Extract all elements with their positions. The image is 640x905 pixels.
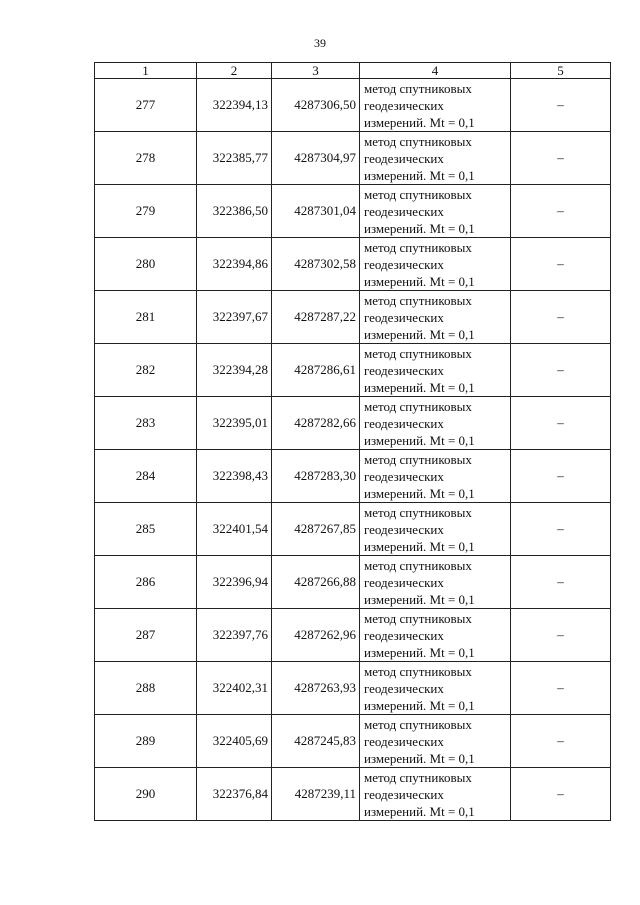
note-cell: – bbox=[511, 450, 611, 503]
y-coordinate-cell: 4287302,58 bbox=[272, 238, 360, 291]
table-row bbox=[95, 344, 611, 397]
y-coordinate-cell: 4287282,66 bbox=[272, 397, 360, 450]
column-header-5: 5 bbox=[511, 63, 611, 79]
table-row bbox=[95, 397, 611, 450]
method-cell: метод спутниковых геодезических измерений. Mt = 0,1 bbox=[360, 79, 511, 132]
page-number: 39 bbox=[314, 36, 326, 50]
table-header-row bbox=[95, 63, 611, 79]
table-row bbox=[95, 291, 611, 344]
table-row bbox=[95, 662, 611, 715]
y-coordinate-cell: 4287287,22 bbox=[272, 291, 360, 344]
point-number-cell: 288 bbox=[95, 662, 197, 715]
y-coordinate-cell: 4287245,83 bbox=[272, 715, 360, 768]
y-coordinate-cell: 4287306,50 bbox=[272, 79, 360, 132]
x-coordinate-cell: 322394,86 bbox=[197, 238, 272, 291]
x-coordinate-cell: 322376,84 bbox=[197, 768, 272, 821]
note-cell: – bbox=[511, 185, 611, 238]
note-cell: – bbox=[511, 556, 611, 609]
point-number-cell: 283 bbox=[95, 397, 197, 450]
y-coordinate-cell: 4287304,97 bbox=[272, 132, 360, 185]
method-cell: метод спутниковых геодезических измерений. Mt = 0,1 bbox=[360, 185, 511, 238]
table-row bbox=[95, 609, 611, 662]
x-coordinate-cell: 322401,54 bbox=[197, 503, 272, 556]
note-cell: – bbox=[511, 79, 611, 132]
method-cell: метод спутниковых геодезических измерений. Mt = 0,1 bbox=[360, 609, 511, 662]
method-cell: метод спутниковых геодезических измерений. Mt = 0,1 bbox=[360, 397, 511, 450]
note-cell: – bbox=[511, 397, 611, 450]
coordinates-table bbox=[94, 62, 611, 821]
x-coordinate-cell: 322397,76 bbox=[197, 609, 272, 662]
method-cell: метод спутниковых геодезических измерений. Mt = 0,1 bbox=[360, 768, 511, 821]
x-coordinate-cell: 322397,67 bbox=[197, 291, 272, 344]
x-coordinate-cell: 322396,94 bbox=[197, 556, 272, 609]
method-cell: метод спутниковых геодезических измерений. Mt = 0,1 bbox=[360, 450, 511, 503]
method-cell: метод спутниковых геодезических измерений. Mt = 0,1 bbox=[360, 503, 511, 556]
table-row bbox=[95, 768, 611, 821]
method-cell: метод спутниковых геодезических измерений. Mt = 0,1 bbox=[360, 556, 511, 609]
table-row bbox=[95, 238, 611, 291]
table-row bbox=[95, 185, 611, 238]
table-row bbox=[95, 503, 611, 556]
y-coordinate-cell: 4287283,30 bbox=[272, 450, 360, 503]
x-coordinate-cell: 322394,28 bbox=[197, 344, 272, 397]
y-coordinate-cell: 4287263,93 bbox=[272, 662, 360, 715]
note-cell: – bbox=[511, 768, 611, 821]
column-header-2: 2 bbox=[197, 63, 272, 79]
table-row bbox=[95, 450, 611, 503]
note-cell: – bbox=[511, 715, 611, 768]
y-coordinate-cell: 4287301,04 bbox=[272, 185, 360, 238]
method-cell: метод спутниковых геодезических измерений. Mt = 0,1 bbox=[360, 291, 511, 344]
point-number-cell: 280 bbox=[95, 238, 197, 291]
point-number-cell: 287 bbox=[95, 609, 197, 662]
y-coordinate-cell: 4287239,11 bbox=[272, 768, 360, 821]
column-header-4: 4 bbox=[360, 63, 511, 79]
point-number-cell: 281 bbox=[95, 291, 197, 344]
note-cell: – bbox=[511, 503, 611, 556]
point-number-cell: 277 bbox=[95, 79, 197, 132]
note-cell: – bbox=[511, 609, 611, 662]
x-coordinate-cell: 322394,13 bbox=[197, 79, 272, 132]
point-number-cell: 284 bbox=[95, 450, 197, 503]
x-coordinate-cell: 322386,50 bbox=[197, 185, 272, 238]
note-cell: – bbox=[511, 238, 611, 291]
note-cell: – bbox=[511, 344, 611, 397]
note-cell: – bbox=[511, 662, 611, 715]
method-cell: метод спутниковых геодезических измерений. Mt = 0,1 bbox=[360, 132, 511, 185]
y-coordinate-cell: 4287266,88 bbox=[272, 556, 360, 609]
point-number-cell: 282 bbox=[95, 344, 197, 397]
point-number-cell: 279 bbox=[95, 185, 197, 238]
x-coordinate-cell: 322385,77 bbox=[197, 132, 272, 185]
y-coordinate-cell: 4287286,61 bbox=[272, 344, 360, 397]
method-cell: метод спутниковых геодезических измерений. Mt = 0,1 bbox=[360, 344, 511, 397]
y-coordinate-cell: 4287267,85 bbox=[272, 503, 360, 556]
method-cell: метод спутниковых геодезических измерений. Mt = 0,1 bbox=[360, 662, 511, 715]
x-coordinate-cell: 322402,31 bbox=[197, 662, 272, 715]
x-coordinate-cell: 322395,01 bbox=[197, 397, 272, 450]
point-number-cell: 278 bbox=[95, 132, 197, 185]
table-row bbox=[95, 132, 611, 185]
method-cell: метод спутниковых геодезических измерений. Mt = 0,1 bbox=[360, 715, 511, 768]
point-number-cell: 290 bbox=[95, 768, 197, 821]
method-cell: метод спутниковых геодезических измерений. Mt = 0,1 bbox=[360, 238, 511, 291]
column-header-1: 1 bbox=[95, 63, 197, 79]
point-number-cell: 285 bbox=[95, 503, 197, 556]
note-cell: – bbox=[511, 291, 611, 344]
y-coordinate-cell: 4287262,96 bbox=[272, 609, 360, 662]
x-coordinate-cell: 322398,43 bbox=[197, 450, 272, 503]
table-row bbox=[95, 79, 611, 132]
x-coordinate-cell: 322405,69 bbox=[197, 715, 272, 768]
column-header-3: 3 bbox=[272, 63, 360, 79]
table-row bbox=[95, 715, 611, 768]
point-number-cell: 289 bbox=[95, 715, 197, 768]
table-row bbox=[95, 556, 611, 609]
note-cell: – bbox=[511, 132, 611, 185]
point-number-cell: 286 bbox=[95, 556, 197, 609]
